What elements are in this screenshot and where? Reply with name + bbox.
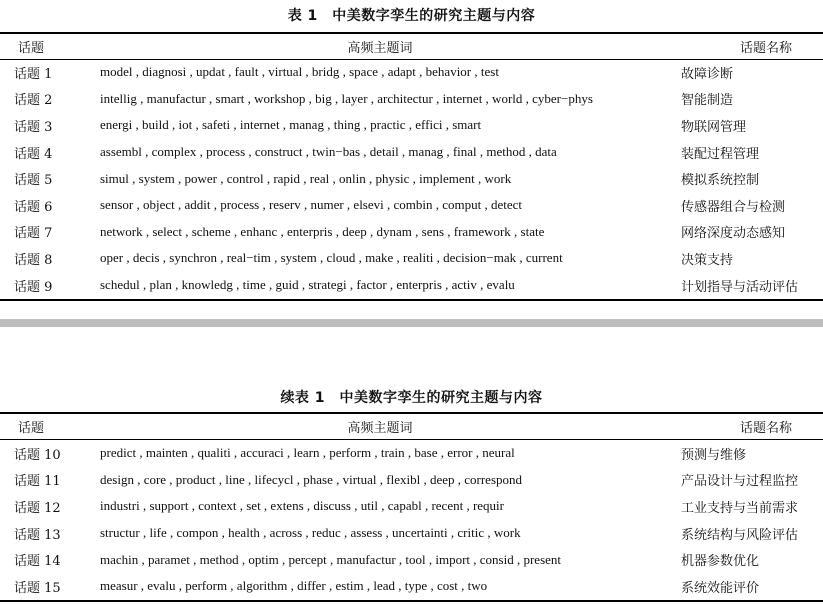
page-separator bbox=[0, 319, 823, 327]
row-keywords: intellig , manufactur , smart , workshop , big , layer , architectur , internet , world , cyber−phys bbox=[100, 90, 593, 106]
row-topic: 话题 8 bbox=[14, 252, 53, 268]
row-keywords: simul , system , power , control , rapid , real , onlin , physic , implement , work bbox=[100, 170, 512, 186]
row-topic: 话题 7 bbox=[14, 226, 53, 242]
row-topic: 话题 15 bbox=[14, 580, 61, 596]
table2-header-row bbox=[0, 413, 823, 440]
row-topic-name: 预测与维修 bbox=[681, 447, 747, 463]
row-topic: 话题 10 bbox=[14, 447, 61, 463]
row-topic: 话题 9 bbox=[14, 279, 53, 295]
header-keywords: 高频主题词 bbox=[347, 40, 413, 56]
row-topic-name: 系统效能评价 bbox=[681, 580, 760, 596]
row-keywords: structur , life , compon , health , across , reduc , assess , uncertainti , critic , work bbox=[100, 525, 521, 541]
table-row bbox=[0, 219, 823, 246]
row-topic: 话题 11 bbox=[14, 474, 61, 490]
table-row bbox=[0, 86, 823, 113]
row-topic: 话题 5 bbox=[14, 173, 53, 189]
row-keywords: model , diagnosi , updat , fault , virtual , bridg , space , adapt , behavior , test bbox=[100, 64, 499, 80]
row-topic: 话题 1 bbox=[14, 66, 53, 82]
row-topic-name: 故障诊断 bbox=[681, 66, 734, 82]
row-topic: 话题 3 bbox=[14, 119, 53, 135]
row-topic-name: 装配过程管理 bbox=[681, 146, 760, 162]
row-keywords: oper , decis , synchron , real−tim , system , cloud , make , realiti , decision−mak , current bbox=[100, 250, 563, 266]
row-topic-name: 智能制造 bbox=[681, 93, 734, 109]
row-topic: 话题 2 bbox=[14, 93, 53, 109]
row-topic: 话题 12 bbox=[14, 500, 61, 516]
table1-bottom-rule bbox=[0, 299, 823, 301]
table-row bbox=[0, 192, 823, 219]
table-row bbox=[0, 440, 823, 467]
row-keywords: predict , mainten , qualiti , accuraci , learn , perform , train , base , error , neural bbox=[100, 445, 515, 461]
table1-caption: 表 1 中美数字孪生的研究主题与内容 bbox=[287, 8, 536, 24]
table1-header-row bbox=[0, 33, 823, 60]
table-row bbox=[0, 59, 823, 86]
row-topic: 话题 6 bbox=[14, 199, 53, 215]
table-row bbox=[0, 520, 823, 547]
row-keywords: machin , paramet , method , optim , percept , manufactur , tool , import , consid , present bbox=[100, 551, 562, 567]
table2-bottom-rule bbox=[0, 600, 823, 602]
row-topic: 话题 13 bbox=[14, 527, 61, 543]
header-keywords: 高频主题词 bbox=[347, 420, 413, 436]
header-topic: 话题 bbox=[18, 420, 45, 436]
row-topic: 话题 4 bbox=[14, 146, 53, 162]
row-keywords: sensor , object , addit , process , reserv , numer , elsevi , combin , comput , detect bbox=[100, 197, 523, 213]
table2-caption: 续表 1 中美数字孪生的研究主题与内容 bbox=[280, 390, 543, 406]
row-keywords: schedul , plan , knowledg , time , guid , strategi , factor , enterpris , activ , evalu bbox=[100, 277, 515, 293]
header-topic: 话题 bbox=[18, 40, 45, 56]
row-topic-name: 模拟系统控制 bbox=[681, 173, 760, 189]
row-keywords: measur , evalu , perform , algorithm , differ , estim , lead , type , cost , two bbox=[100, 578, 488, 594]
row-topic-name: 系统结构与风险评估 bbox=[681, 527, 799, 543]
row-keywords: energi , build , iot , safeti , internet , manag , thing , practic , effici , smart bbox=[100, 117, 482, 133]
row-topic-name: 决策支持 bbox=[681, 252, 734, 268]
table-row bbox=[0, 467, 823, 494]
header-topic-name: 话题名称 bbox=[740, 40, 793, 56]
row-topic-name: 计划指导与活动评估 bbox=[681, 279, 799, 295]
row-topic-name: 物联网管理 bbox=[681, 119, 747, 135]
row-topic: 话题 14 bbox=[14, 554, 61, 570]
header-topic-name: 话题名称 bbox=[740, 420, 793, 436]
table-row bbox=[0, 139, 823, 166]
row-topic-name: 传感器组合与检测 bbox=[681, 199, 786, 215]
row-keywords: assembl , complex , process , construct , twin−bas , detail , manag , final , method , data bbox=[100, 144, 557, 160]
table-row bbox=[0, 245, 823, 272]
table-row bbox=[0, 165, 823, 192]
row-topic-name: 网络深度动态感知 bbox=[681, 226, 786, 242]
row-keywords: design , core , product , line , lifecycl , phase , virtual , flexibl , deep , correspond bbox=[100, 471, 523, 487]
row-topic-name: 机器参数优化 bbox=[681, 554, 760, 570]
table-row bbox=[0, 546, 823, 573]
row-keywords: industri , support , context , set , extens , discuss , util , capabl , recent , requir bbox=[100, 498, 504, 514]
row-keywords: network , select , scheme , enhanc , enterpris , deep , dynam , sens , framework , state bbox=[100, 223, 545, 239]
row-topic-name: 产品设计与过程监控 bbox=[681, 474, 799, 490]
table-row bbox=[0, 493, 823, 520]
table-row bbox=[0, 272, 823, 299]
table-row bbox=[0, 573, 823, 600]
table-row bbox=[0, 112, 823, 139]
row-topic-name: 工业支持与当前需求 bbox=[681, 500, 799, 516]
